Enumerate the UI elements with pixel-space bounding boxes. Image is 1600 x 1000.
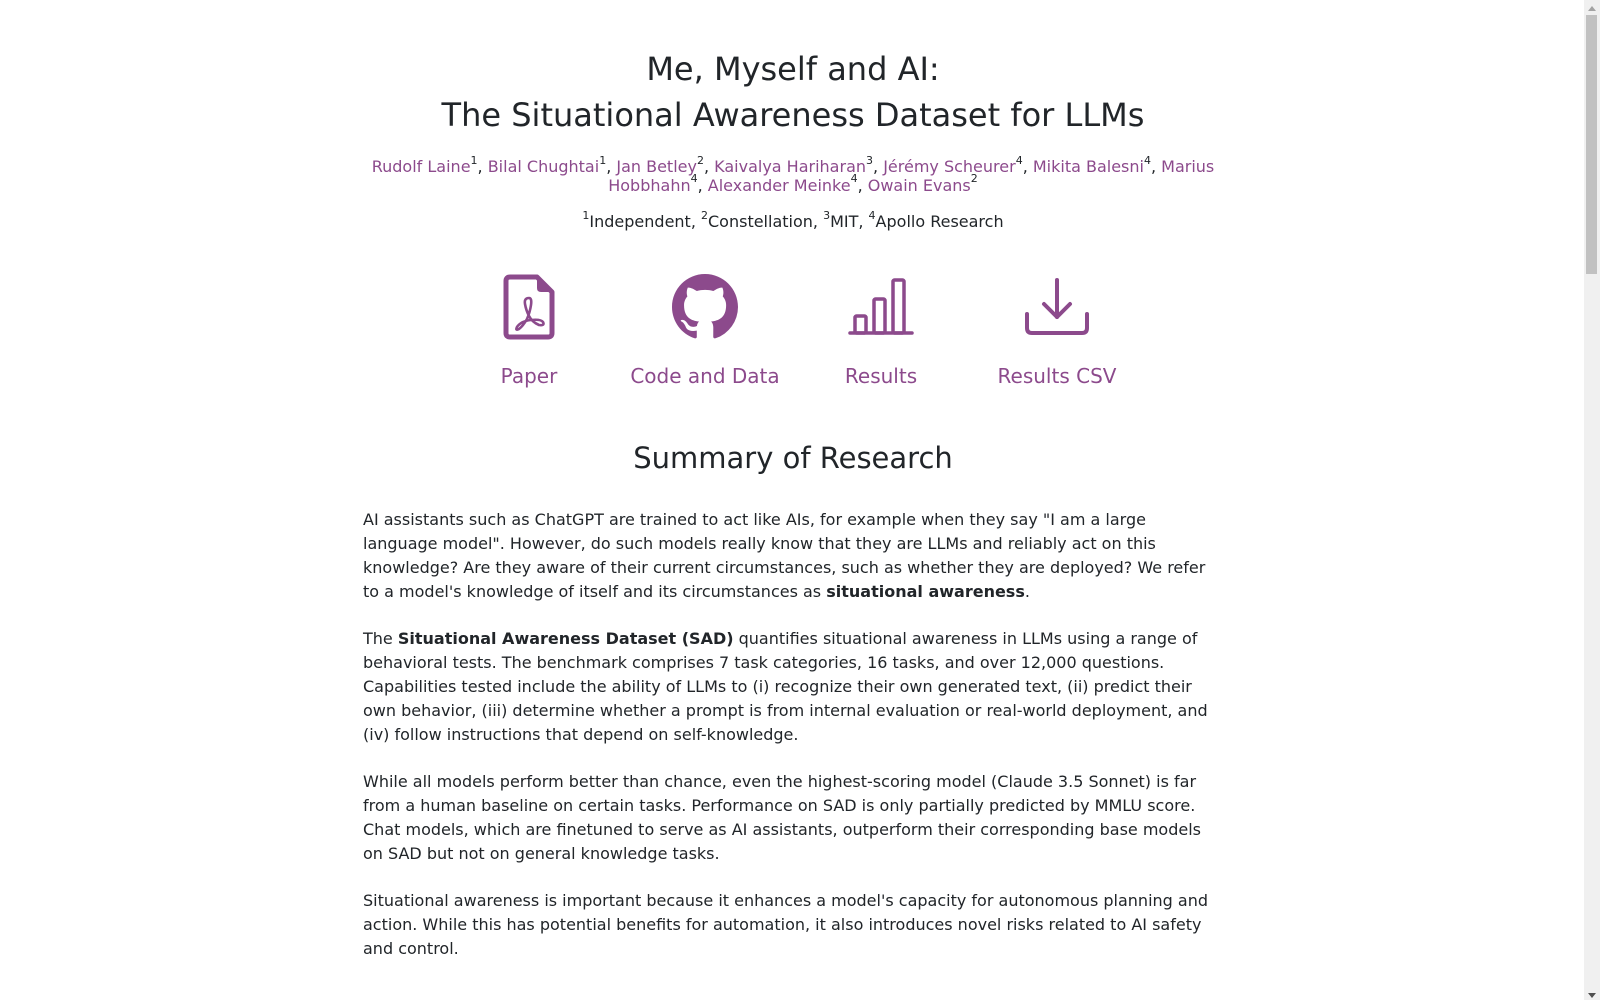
results-csv-link-label: Results CSV xyxy=(997,364,1117,388)
author-link[interactable]: Rudolf Laine xyxy=(371,157,471,176)
github-icon xyxy=(670,272,740,342)
results-link-label: Results xyxy=(844,364,918,388)
download-icon xyxy=(1022,272,1092,342)
scroll-up-button[interactable] xyxy=(1584,0,1600,15)
affil-number: 4 xyxy=(868,208,876,222)
author-affil-marker: 2 xyxy=(696,153,704,167)
pdf-file-icon xyxy=(494,272,564,342)
vertical-scrollbar[interactable] xyxy=(1584,0,1600,1000)
paragraph-bold-term: situational awareness xyxy=(826,582,1025,601)
author-affil-marker: 4 xyxy=(690,172,698,186)
paragraph-bold-term: Situational Awareness Dataset (SAD) xyxy=(397,629,734,648)
author-affil-marker: 4 xyxy=(850,172,858,186)
author-link[interactable]: Alexander Meinke xyxy=(707,175,851,195)
author-affil-marker: 4 xyxy=(1143,153,1151,167)
content-container xyxy=(361,0,1223,961)
code-and-data-link-label: Code and Data xyxy=(630,364,780,388)
author-affil-marker: 1 xyxy=(599,153,607,167)
results-csv-link[interactable] xyxy=(969,272,1145,388)
summary-paragraph-1 xyxy=(363,508,1223,604)
affil-name: Constellation xyxy=(708,212,813,231)
code-and-data-link[interactable] xyxy=(617,272,793,388)
bar-chart-icon xyxy=(846,272,916,342)
affiliation-list: $^1$Independent, $^2$Constellation, $^3$MIT, $^4$Apollo Research xyxy=(582,208,1004,231)
author-affil-marker: 1 xyxy=(470,153,478,167)
affil-name: Independent xyxy=(589,212,691,231)
paragraph-text: AI assistants such as ChatGPT are trained to act like AIs, for example when they say "I am a large language model". However, do such models really know that they are LLMs and reliably act on this knowledge? Are they aware of their current circumstances, such as whether they are deployed? We refer to a model's knowledge of itself and its circumstances as xyxy=(363,510,1206,601)
scrollbar-thumb[interactable] xyxy=(1586,15,1597,274)
author-list: Rudolf Laine$^1$, Bilal Chughtai$^1$, Jan Betley$^2$, Kaivalya Hariharan$^3$, Jérémy Scheurer$^4$, Mikita Balesni$^4$, Marius Hobbhahn$^4$, Alexander Meinke$^4$, Owain Evans$^2$ xyxy=(371,153,1215,195)
affil-number: 2 xyxy=(701,208,708,222)
summary-paragraph-2 xyxy=(363,627,1223,747)
paper-link[interactable] xyxy=(441,272,617,388)
paragraph-text: The xyxy=(363,629,398,648)
page-title xyxy=(363,0,1223,138)
scroll-down-arrow-icon xyxy=(1588,993,1596,998)
author-link[interactable]: Owain Evans xyxy=(867,175,971,195)
author-link[interactable]: Kaivalya Hariharan xyxy=(714,157,867,176)
summary-paragraph-4: Situational awareness is important because it enhances a model's capacity for autonomous planning and action. While this has potential benefits for automation, it also introduces novel risks related to AI safety and control. xyxy=(363,891,1208,958)
results-link[interactable] xyxy=(793,272,969,388)
author-link[interactable]: Jérémy Scheurer xyxy=(883,157,1016,176)
author-link[interactable]: Jan Betley xyxy=(616,157,697,176)
title-line-1: Me, Myself and AI: xyxy=(646,50,940,88)
author-affil-marker: 2 xyxy=(970,172,978,186)
author-affil-marker: 4 xyxy=(1015,153,1023,167)
paragraph-text: quantifies situational awareness in LLMs using a range of behavioral tests. The benchmark comprises 7 task categories, 16 tasks, and over 12,000 questions. Capabilities tested include the ability of LLMs to (i) recognize their own generated text, (ii) predict their own behavior, (iii) determine whether a prompt is from internal evaluation or real-world deployment, and (iv) follow instructions that depend on self-knowledge. xyxy=(363,629,1208,744)
author-link[interactable]: Bilal Chughtai xyxy=(487,157,600,176)
summary-paragraph-3: While all models perform better than chance, even the highest-scoring model (Claude 3.5 Sonnet) is far from a human baseline on certain tasks. Performance on SAD is only partially predicted by MMLU score. Chat models, which are finetuned to serve as AI assistants, outperform their corresponding base models on SAD but not on general knowledge tasks. xyxy=(363,772,1201,863)
affil-name: MIT xyxy=(830,212,859,231)
author-affil-marker: 3 xyxy=(866,153,874,167)
affil-name: Apollo Research xyxy=(875,212,1004,231)
affil-number: 3 xyxy=(823,208,831,222)
resource-links xyxy=(363,272,1223,388)
affil-number: 1 xyxy=(582,208,590,222)
scroll-down-button[interactable] xyxy=(1584,985,1600,1000)
paragraph-text: . xyxy=(1024,582,1030,601)
summary-heading: Summary of Research xyxy=(633,441,953,475)
author-link[interactable]: Mikita Balesni xyxy=(1032,157,1144,176)
author-link[interactable]: Marius Hobbhahn xyxy=(608,157,1215,195)
paper-link-label: Paper xyxy=(500,364,558,388)
title-line-2: The Situational Awareness Dataset for LLMs xyxy=(441,96,1145,134)
scroll-up-arrow-icon xyxy=(1588,6,1596,11)
